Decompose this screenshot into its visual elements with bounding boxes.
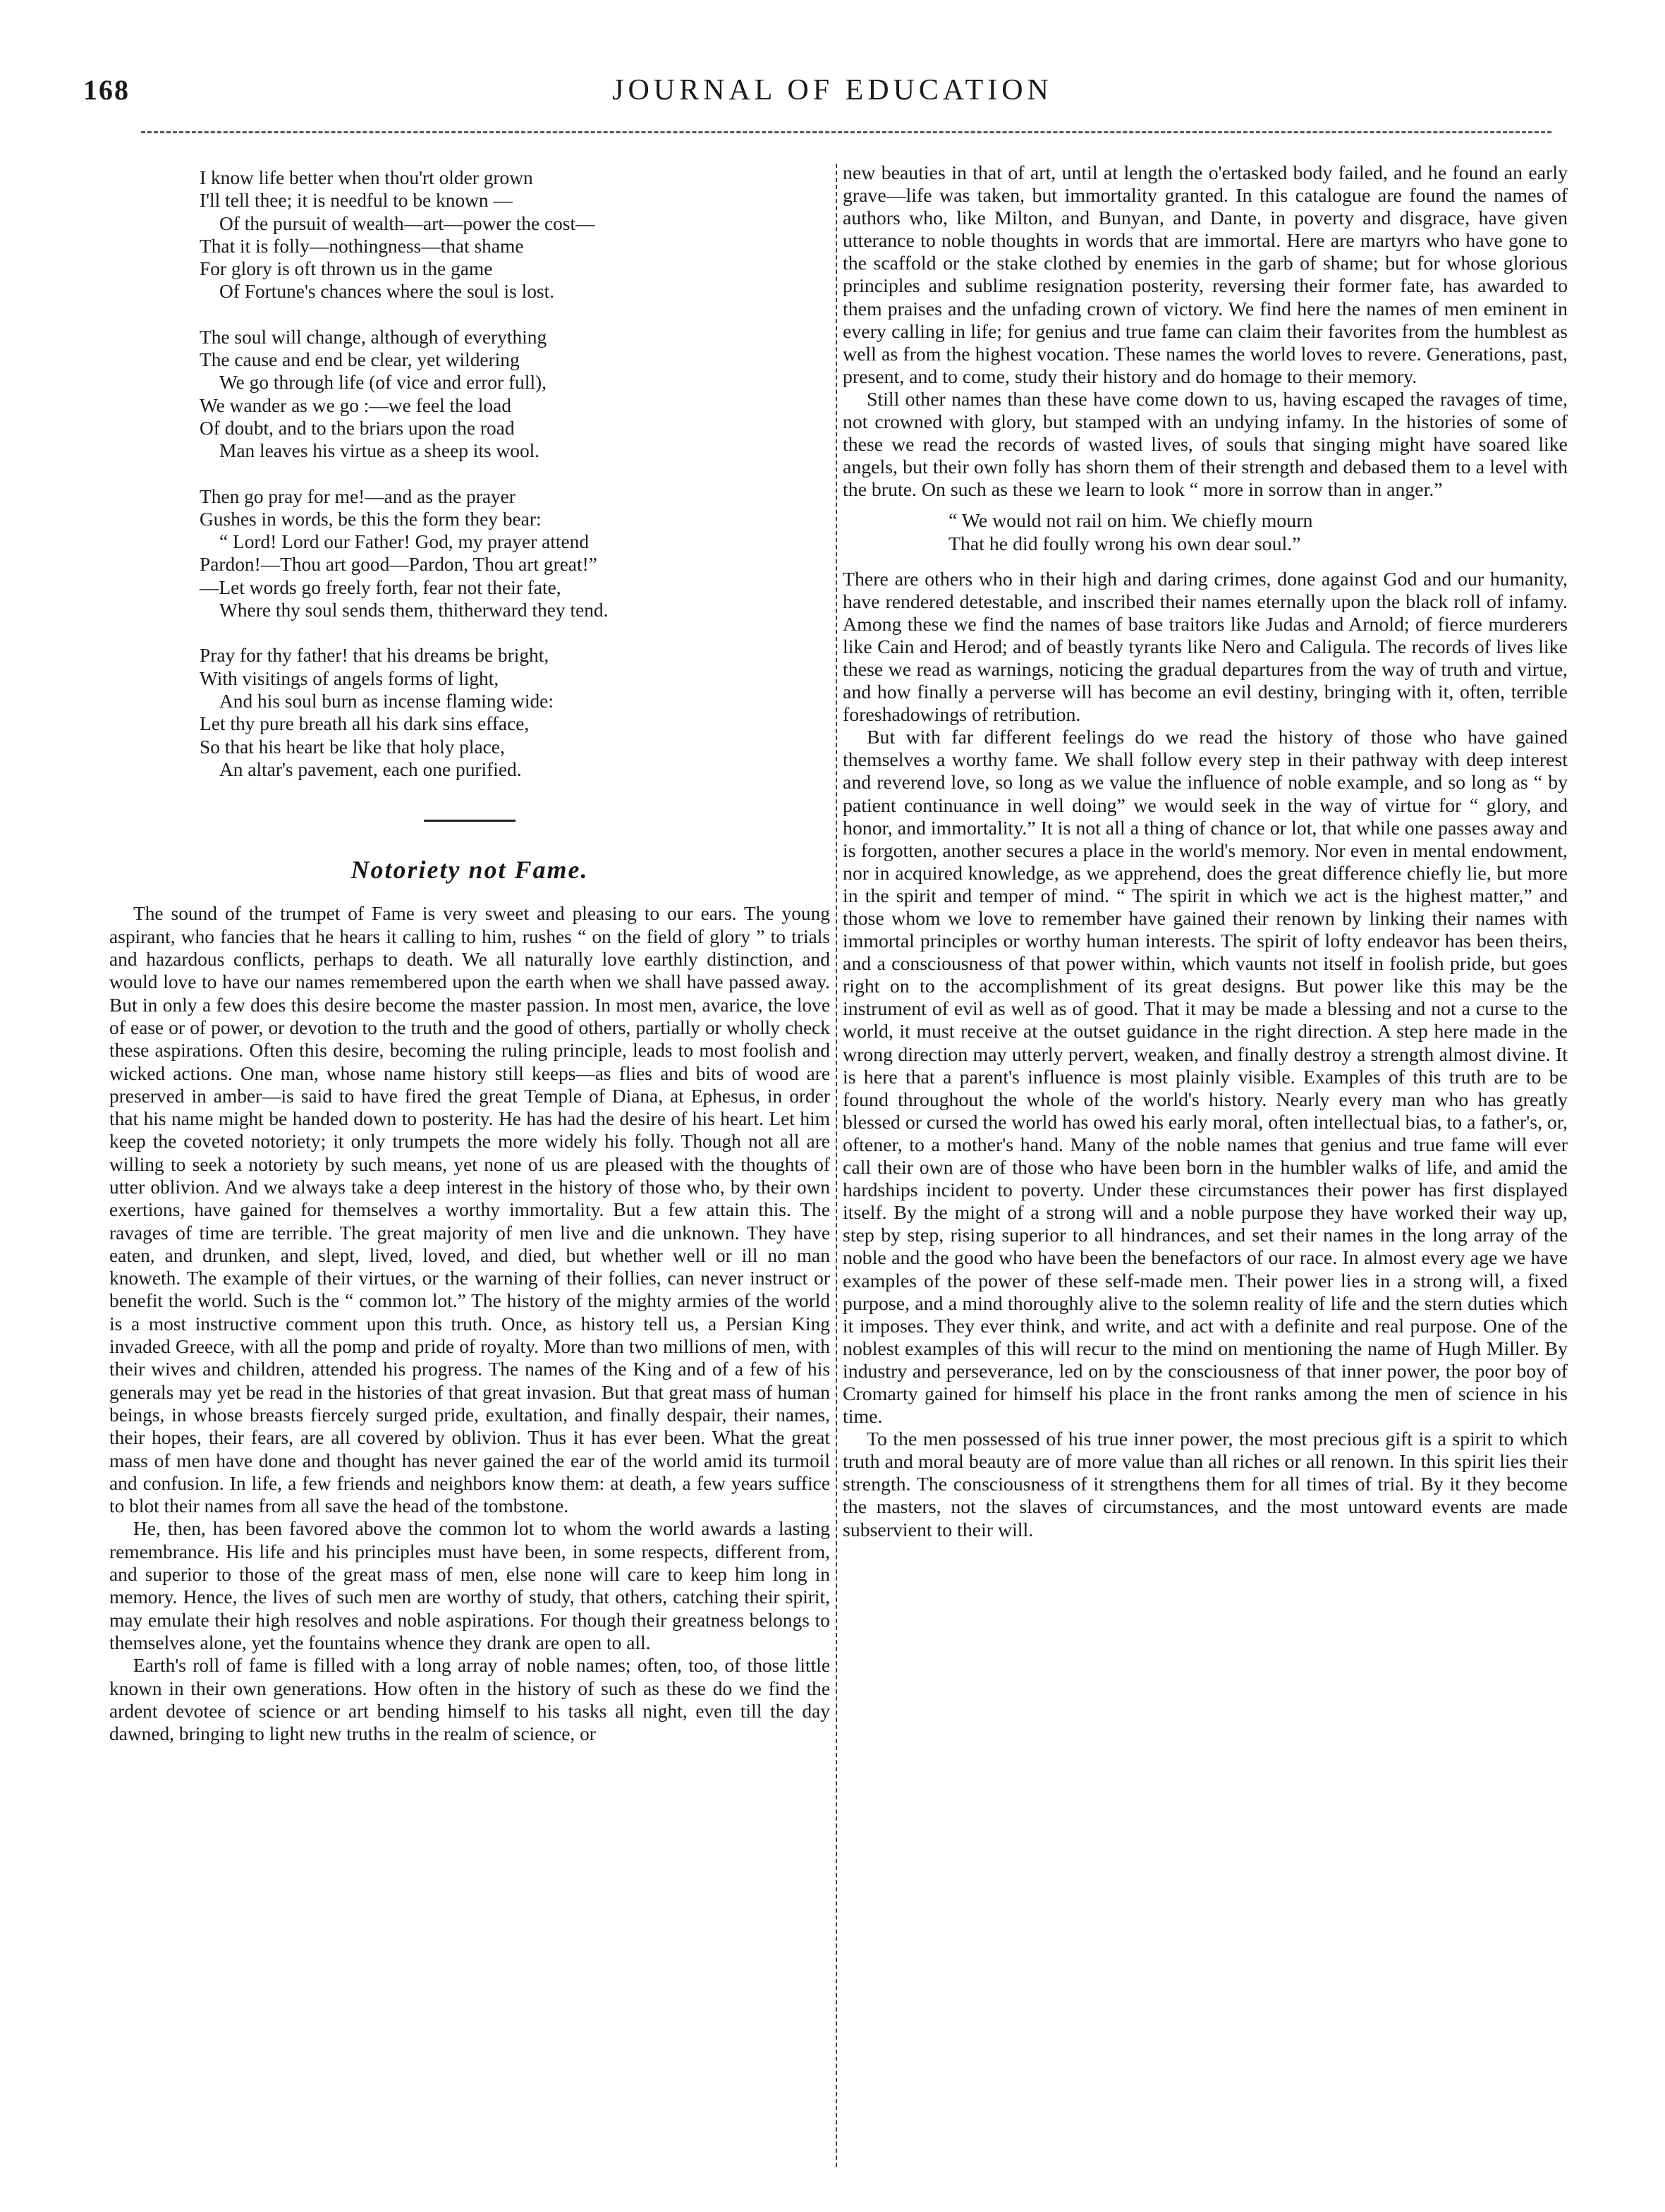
header-rule bbox=[141, 131, 1551, 133]
poem-line: “ Lord! Lord our Father! God, my prayer attend bbox=[219, 531, 590, 553]
poem-stanza bbox=[200, 326, 830, 463]
poem-line: Where thy soul sends them, thitherward they tend. bbox=[219, 600, 609, 621]
section-separator bbox=[424, 820, 516, 822]
poem-line: Man leaves his virtue as a sheep its wool. bbox=[219, 440, 540, 462]
right-column bbox=[843, 162, 1568, 1542]
paragraph: But with far different feelings do we read the history of those who have gained themselves a worthy fame. We shall follow every step in their pathway with deep interest and reverend love, so long as we value the influence of noble example, and so long as “ by patient continuance in well doing” we would seek in the way of virtue for “ glory, and honor, and immortality.” It is not all a thing of chance or lot, that while one passes away and is forgotten, another secures a place in the world's memory. Nor even in mental endowment, nor in acquired knowledge, as we apprehend, does the great difference chiefly lie, but more in the spirit and temper of mind. “ The spirit in which we act is the highest matter,” and those whom we love to remember have gained their renown by linking their names with immortal principles or worthy human interests. The spirit of lofty endeavor has been theirs, and a consciousness of that power within, which vaunts not itself in foolish pride, but goes right on to the accomplishment of its great designs. But power like this may be the instrument of evil as well as of good. That it may be made a blessing and not a curse to the world, it must receive at the outset guidance in the right direction. A step here made in the wrong direction may utterly pervert, weaken, and finally destroy a strength almost divine. It is here that a parent's influence is most plainly visible. Examples of this truth are to be found throughout the whole of the world's history. Nearly every man who has greatly blessed or cursed the world has owed his early moral, often intellectual bias, to a father's, or, oftener, to a mother's hand. Many of the noble names that genius and true fame will ever call their own are of those who have been born in the humbler walks of life, and amid the hardships incident to poverty. Under these circumstances their power has first displayed itself. By the might of a strong will and a noble purpose they have worked their way up, step by step, rising superior to all hindrances, and set their names in the long array of the noble and the good who have been the benefactors of our race. In almost every age we have examples of the power of these self-made men. Their power lies in a strong will, a fixed purpose, and a mind thoroughly alive to the solemn reality of life and the stern duties which it imposes. They ever think, and write, and act with a definite and real purpose. One of the noblest examples of this will recur to the mind on mentioning the name of Hugh Miller. By industry and perseverance, led on by the consciousness of that inner power, the poor boy of Cromarty gained for himself his place in the front ranks among the men of science in his time. bbox=[843, 727, 1568, 1428]
poem-line: The cause and end be clear, yet wildering bbox=[200, 349, 520, 371]
poem-line: Pardon!—Thou art good—Pardon, Thou art great!” bbox=[200, 554, 597, 576]
poem-line: I know life better when thou'rt older grown bbox=[200, 167, 533, 188]
quote-line: That he did foully wrong his own dear soul.” bbox=[949, 533, 1301, 555]
article-title: Notoriety not Fame. bbox=[350, 856, 589, 885]
poem-line: The soul will change, although of everything bbox=[200, 326, 547, 348]
poem-stanza bbox=[200, 166, 830, 303]
paragraph: Earth's roll of fame is filled with a long array of noble names; often, too, of those little known in their own generations. How often in the history of such as these do we find the ardent devotee of science or art bending himself to his tasks all night, even till the day dawned, bringing to light new truths in the realm of science, or bbox=[109, 1655, 830, 1745]
paragraph: new beauties in that of art, until at length the o'ertasked body failed, and he found an early grave—life was taken, but immortality granted. In this catalogue are found the names of authors who, like Milton, and Bunyan, and Dante, in poverty and disgrace, have given utterance to noble thoughts in words that are immortal. Here are martyrs who have gone to the scaffold or the stake clothed by enemies in the garb of shame; but for whose glorious principles and sublime resignation posterity, reversing their former fate, has awarded to them praises and the unfading crown of victory. We find here the names of men eminent in every calling in life; for genius and true fame can claim their favorites from the humblest as well as from the highest vocation. These names the world loves to revere. Generations, past, present, and to come, study their history and do homage to their memory. bbox=[843, 162, 1568, 388]
poem-line: An altar's pavement, each one purified. bbox=[219, 758, 522, 780]
poem-line: Let thy pure breath all his dark sins efface, bbox=[200, 713, 530, 735]
paragraph: To the men possessed of his true inner power, the most precious gift is a spirit to which truth and moral beauty are of more value than all riches or all renown. In this spirit lies their strength. The consciousness of it strengthens them for all times of trial. By it they become the masters, not the slaves of circumstances, and the most untoward events are made subservient to their will. bbox=[843, 1428, 1568, 1541]
poem-line: Of the pursuit of wealth—art—power the cost— bbox=[219, 212, 595, 234]
poem-line: Of Fortune's chances where the soul is lost. bbox=[219, 281, 555, 303]
poem bbox=[109, 166, 830, 781]
page-number: 168 bbox=[83, 74, 130, 106]
running-title: JOURNAL OF EDUCATION bbox=[612, 74, 1053, 107]
poem-line: So that his heart be like that holy place, bbox=[200, 736, 505, 758]
poem-stanza bbox=[200, 485, 830, 622]
poem-line: With visitings of angels forms of light, bbox=[200, 667, 499, 689]
quote-line: “ We would not rail on him. We chiefly mourn bbox=[949, 510, 1313, 533]
poem-line: For glory is oft thrown us in the game bbox=[200, 258, 493, 280]
poem-line: Gushes in words, be this the form they bear: bbox=[200, 508, 542, 530]
poem-line: Then go pray for me!—and as the prayer bbox=[200, 485, 516, 507]
poem-line: —Let words go freely forth, fear not their fate, bbox=[200, 576, 561, 598]
paragraph: The sound of the trumpet of Fame is very sweet and pleasing to our ears. The young aspirant, who fancies that he hears it calling to him, rushes “ on the field of glory ” to trials and hazardous conflicts, perhaps to death. We all naturally love earthly distinction, and would love to have our names remembered upon the earth when we shall have passed away. But in only a few does this desire become the master passion. In most men, avarice, the love of ease or of power, or devotion to the truth and the good of others, partially or wholly check these aspirations. Often this desire, becoming the ruling principle, leads to most foolish and wicked actions. One man, whose name history still keeps—as flies and bits of wood are preserved in amber—is said to have fired the great Temple of Diana, at Ephesus, in order that his name might be handed down to posterity. He has had the desire of his heart. Let him keep the coveted notoriety; it only trumpets the more widely his folly. Though not all are willing to seek a notoriety by such means, yet none of us are pleased with the thoughts of utter oblivion. And we always take a deep interest in the history of those who, by their own exertions, have gained for themselves a worthy immortality. But a few attain this. The ravages of time are terrible. The great majority of men live and die unknown. They have eaten, and drunken, and slept, lived, loved, and died, but whether well or ill no man knoweth. The example of their virtues, or the warning of their follies, can never instruct or benefit the world. Such is the “ common lot.” The history of the mighty armies of the world is a most instructive comment upon this truth. Once, as history tell us, a Persian King invaded Greece, with all the pomp and pride of royalty. More than two millions of men, with their wives and children, attended his progress. The names of the King and of a few of his generals may yet be read in the histories of that great invasion. But that great mass of human beings, in whose breasts fiercely surged pride, exultation, and finally despair, their names, their hopes, their fears, are all covered by oblivion. Thus it has ever been. What the great mass of men have done and thought has never gained the ear of the world amid its turmoil and confusion. In life, a few friends and neighbors know them: at death, a few years suffice to blot their names from all save the head of the tombstone. bbox=[109, 903, 830, 1517]
paragraph: He, then, has been favored above the common lot to whom the world awards a lasting remembrance. His life and his principles must have been, in some respects, different from, and superior to those of the great mass of men, else none will care to keep him long in memory. Hence, the lives of such men are worthy of study, that others, catching their spirit, may emulate their high resolves and noble aspirations. For though their greatness belongs to themselves alone, yet the fountains whence they drank are open to all. bbox=[109, 1518, 830, 1653]
poem-line: That it is folly—nothingness—that shame bbox=[200, 235, 524, 257]
poem-line: I'll tell thee; it is needful to be known — bbox=[200, 190, 513, 212]
poem-stanza bbox=[200, 644, 830, 781]
left-column bbox=[109, 166, 830, 1745]
poem-line: We go through life (of vice and error full), bbox=[219, 372, 547, 394]
poem-line: Of doubt, and to the briars upon the road bbox=[200, 417, 515, 439]
column-rule bbox=[836, 164, 837, 2167]
block-quote bbox=[949, 510, 1568, 555]
paragraph: Still other names than these have come down to us, having escaped the ravages of time, not crowned with glory, but stamped with an undying infamy. In the histories of some of these we read the records of wasted lives, of souls that singing might have soared like angels, but their own folly has shorn them of their strength and debased them to a level with the brute. On such as these we learn to look “ more in sorrow than in anger.” bbox=[843, 388, 1568, 502]
poem-line: We wander as we go :—we feel the load bbox=[200, 394, 511, 416]
paragraph: There are others who in their high and daring crimes, done against God and our humanity, have rendered detestable, and inscribed their names eternally upon the black roll of infamy. Among these we find the names of base traitors like Judas and Arnold; of fierce murderers like Cain and Herod; and of beastly tyrants like Nero and Caligula. The records of lives like these we read as warnings, noticing the gradual departures from the way of truth and virtue, and how finally a perverse will has become an evil destiny, bringing with it, often, terrible foreshadowings of retribution. bbox=[843, 568, 1568, 727]
poem-line: And his soul burn as incense flaming wide: bbox=[219, 690, 554, 712]
poem-line: Pray for thy father! that his dreams be bright, bbox=[200, 645, 549, 667]
